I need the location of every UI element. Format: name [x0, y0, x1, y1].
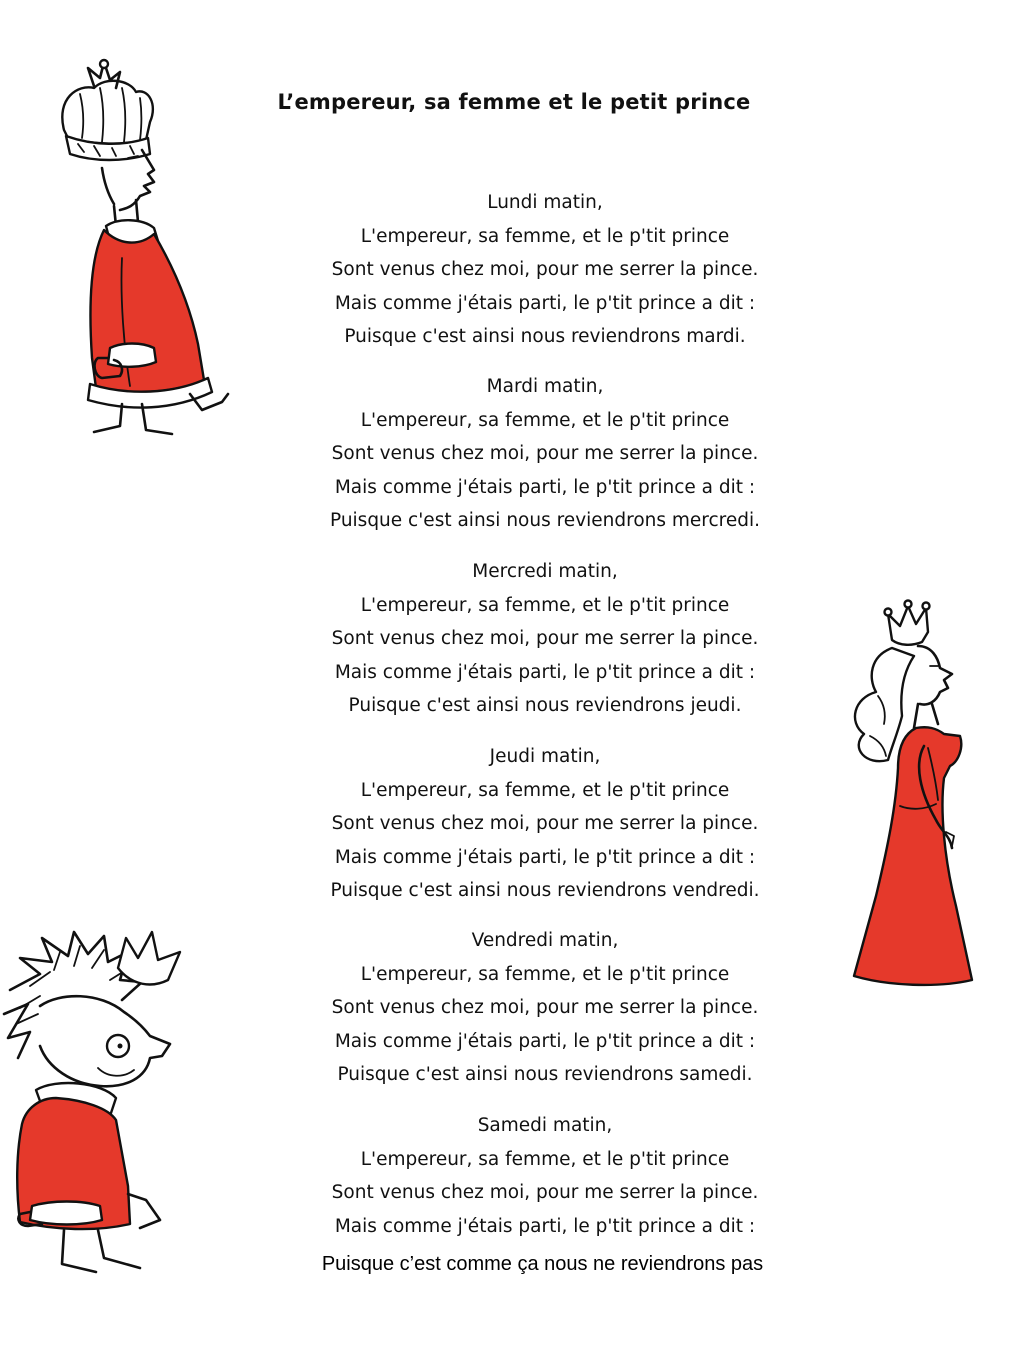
- page-title: L’empereur, sa femme et le petit prince: [277, 90, 751, 114]
- stanza-tuesday: [250, 370, 840, 538]
- stanza-line: Mais comme j'étais parti, le p'tit prince a dit :: [334, 476, 756, 498]
- stanza-line: Mardi matin,: [486, 376, 604, 397]
- stanza-wednesday: [250, 555, 840, 723]
- stanza-line: L'empereur, sa femme, et le p'tit prince: [360, 963, 730, 985]
- stanza-line: Jeudi matin,: [489, 746, 601, 767]
- stanza-line: L'empereur, sa femme, et le p'tit prince: [360, 409, 730, 431]
- stanza-line: Sont venus chez moi, pour me serrer la pince.: [331, 813, 759, 834]
- stanza-line: Vendredi matin,: [471, 930, 619, 951]
- stanza-line: Sont venus chez moi, pour me serrer la pince.: [331, 628, 759, 649]
- stanza-thursday: [250, 740, 840, 908]
- stanza-saturday: [250, 1109, 840, 1243]
- stanza-line: Puisque c'est ainsi nous reviendrons vendredi.: [330, 880, 760, 901]
- stanza-line: Sont venus chez moi, pour me serrer la pince.: [331, 259, 759, 280]
- stanza-friday: [250, 924, 840, 1092]
- stanza-line: Samedi matin,: [477, 1115, 613, 1136]
- stanza-line: Mercredi matin,: [472, 561, 618, 582]
- stanza-line: Puisque c'est ainsi nous reviendrons jeudi.: [348, 695, 742, 716]
- stanza-monday: [250, 186, 840, 354]
- stanza-line: Mais comme j'étais parti, le p'tit prince a dit :: [334, 846, 756, 868]
- final-line: Puisque c’est comme ça nous ne reviendrons pas: [321, 1253, 764, 1275]
- stanza-line: Mais comme j'étais parti, le p'tit prince a dit :: [334, 1215, 756, 1237]
- stanza-line: Mais comme j'étais parti, le p'tit prince a dit :: [334, 1030, 756, 1052]
- stanza-line: Puisque c'est ainsi nous reviendrons mardi.: [344, 326, 746, 347]
- stanza-line: Puisque c'est ainsi nous reviendrons samedi.: [337, 1064, 753, 1085]
- little-prince-drawing-icon: [0, 928, 200, 1280]
- stanza-line: L'empereur, sa femme, et le p'tit prince: [360, 779, 730, 801]
- stanza-line: L'empereur, sa femme, et le p'tit prince: [360, 225, 730, 247]
- emperor-drawing-icon: [50, 58, 240, 442]
- stanza-line: Sont venus chez moi, pour me serrer la pince.: [331, 443, 759, 464]
- stanza-line: Mais comme j'étais parti, le p'tit prince a dit :: [334, 661, 756, 683]
- stanza-line: Sont venus chez moi, pour me serrer la pince.: [331, 1182, 759, 1203]
- stanza-line: L'empereur, sa femme, et le p'tit prince: [360, 1148, 730, 1170]
- stanza-line: L'empereur, sa femme, et le p'tit prince: [360, 594, 730, 616]
- stanza-line: Mais comme j'étais parti, le p'tit prince a dit :: [334, 292, 756, 314]
- stanza-line: Puisque c'est ainsi nous reviendrons mercredi.: [329, 510, 761, 531]
- stanza-line: Lundi matin,: [487, 192, 603, 213]
- stanza-line: Sont venus chez moi, pour me serrer la pince.: [331, 997, 759, 1018]
- empress-drawing-icon: [840, 596, 1010, 992]
